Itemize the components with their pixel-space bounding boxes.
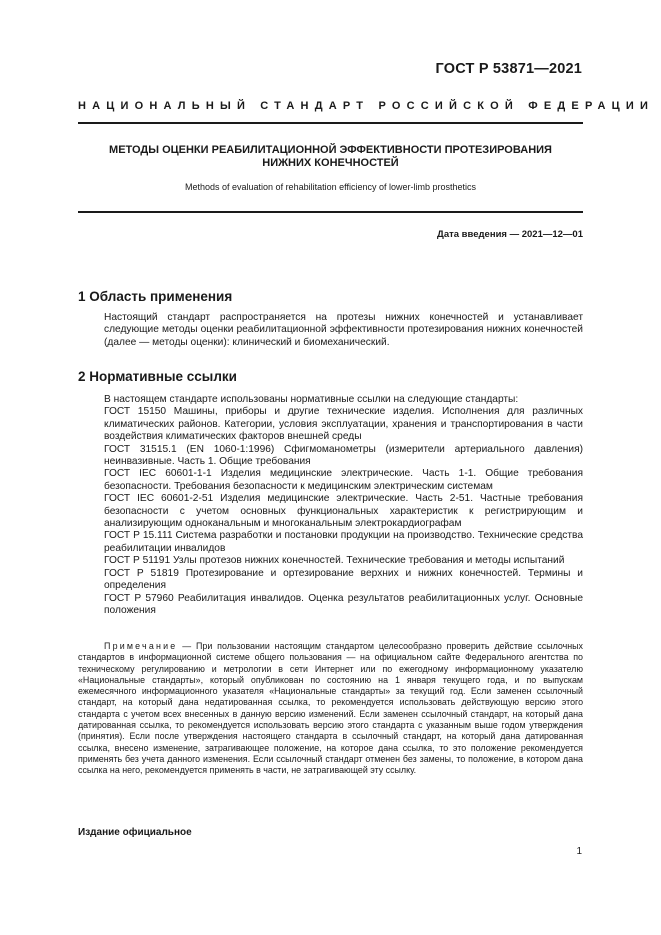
note-text: — При пользовании настоящим стандартом целесообразно проверить действие ссылочных стандартов в информационной системе общего пользования — на официальном сайте Федерального агентства по техническому регулированию и метрологии в сети Интернет или по ежегодному информационному указателю «Национальные стандарты», который опубликован по состоянию на 1 января текущего года, и по выпускам ежемесячного информационного указателя «Национальные стандарты» за текущий год. Если заменен ссылочный стандарт, на который дана недатированная ссылка, то рекомендуется использовать действующую версию этого стандарта с учетом всех внесенных в данную версию изменений. Если заменен ссылочный стандарт, на который дана датированная ссылка, то рекомендуется использовать версию этого стандарта с указанным выше годом утверждения (принятия). Если после утверждения настоящего стандарта в ссылочный стандарт, на который дана датированная ссылка, внесено изменение, затрагивающее положение, на которое дана ссылка, то это положение рекомендуется применять без учета данного изменения. Если ссылочный стандарт отменен без замены, то положение, в котором дана ссылка на него, рекомендуется применять в части, не затрагивающей эту ссылку.	[78, 641, 583, 776]
introduction-date: Дата введения — 2021—12—01	[437, 229, 583, 240]
national-standard-banner: НАЦИОНАЛЬНЫЙ СТАНДАРТ РОССИЙСКОЙ ФЕДЕРАЦИИ	[78, 100, 655, 112]
top-divider	[78, 122, 583, 124]
page-number: 1	[576, 846, 582, 857]
bottom-divider	[78, 211, 583, 213]
document-title	[78, 144, 583, 170]
reference-item: ГОСТ 31515.1 (EN 1060-1:1996) Сфигмоманометры (измерители артериального давления) неинвазивные. Часть 1. Общие требования	[104, 443, 583, 468]
reference-item: ГОСТ Р 15.111 Система разработки и постановки продукции на производство. Технические средства реабилитации инвалидов	[104, 530, 583, 554]
note-label: Примечание	[104, 641, 178, 651]
note-spacer	[78, 641, 104, 651]
official-edition-label: Издание официальное	[78, 827, 192, 838]
section-2-heading: 2 Нормативные ссылки	[78, 369, 237, 384]
reference-item: ГОСТ IEC 60601-2-51 Изделия медицинские электрические. Часть 2-51. Частные требования безопасности с учетом основных функциональных характеристик к регистрирующим и анализирующим одноканальным и многоканальным электрокардиографам	[104, 493, 583, 530]
reference-item: ГОСТ Р 51819 Протезирование и ортезирование верхних и нижних конечностей. Термины и определения	[104, 567, 583, 592]
reference-item: ГОСТ Р 51191 Узлы протезов нижних конечностей. Технические требования и методы испытаний	[104, 555, 565, 567]
english-title: Methods of evaluation of rehabilitation efficiency of lower-limb prosthetics	[185, 182, 476, 192]
title-line-1: МЕТОДЫ ОЦЕНКИ РЕАБИЛИТАЦИОННОЙ ЭФФЕКТИВНОСТИ ПРОТЕЗИРОВАНИЯ	[109, 144, 552, 156]
scope-paragraph: Настоящий стандарт распространяется на протезы нижних конечностей и устанавливает следующие методы оценки реабилитационной эффективности протезирования нижних конечностей (далее — методы оценки): клинический и биомеханический.	[104, 312, 583, 348]
reference-item: ГОСТ IEC 60601-1-1 Изделия медицинские электрические. Часть 1-1. Общие требования безопасности. Требования безопасности к медицинским электрическим системам	[104, 468, 583, 492]
section-1-text	[78, 312, 583, 349]
references-intro: В настоящем стандарте использованы нормативные ссылки на следующие стандарты:	[104, 394, 519, 405]
reference-item: ГОСТ 15150 Машины, приборы и другие технические изделия. Исполнения для различных климатических районов. Категории, условия эксплуатации, хранения и транспортирования в части воздействия климатических факторов внешней среды	[104, 406, 583, 443]
section-1-heading: 1 Область применения	[78, 289, 233, 304]
title-line-2: НИЖНИХ КОНЕЧНОСТЕЙ	[262, 157, 399, 169]
document-code: ГОСТ Р 53871—2021	[435, 61, 582, 77]
normative-references	[78, 394, 583, 617]
reference-note	[78, 641, 583, 777]
reference-item: ГОСТ Р 57960 Реабилитация инвалидов. Оценка результатов реабилитационных услуг. Основные положения	[104, 592, 583, 616]
